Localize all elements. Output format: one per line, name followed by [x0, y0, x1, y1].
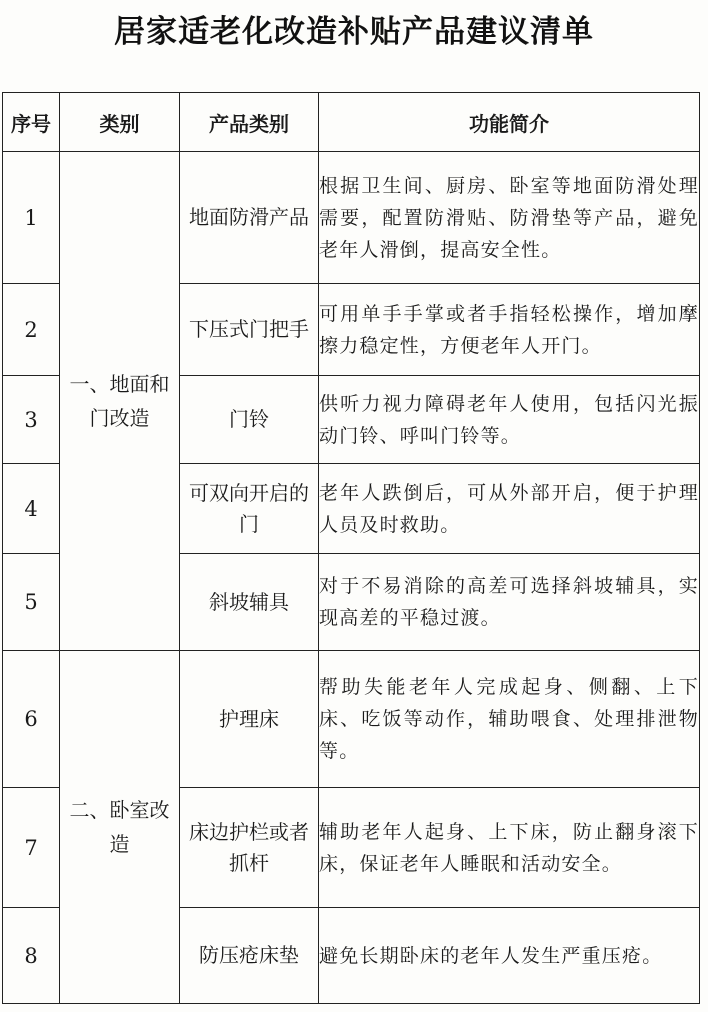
- category-floor-door: 一、地面和门改造: [60, 152, 180, 651]
- row-index: 4: [3, 464, 60, 554]
- row-index: 3: [3, 376, 60, 464]
- category-bedroom: 二、卧室改造: [60, 651, 180, 1004]
- row-description: 根据卫生间、厨房、卧室等地面防滑处理需要，配置防滑贴、防滑垫等产品，避免老年人滑倒，提高安全性。: [319, 152, 700, 284]
- header-description: 功能简介: [319, 93, 700, 152]
- row-description: 避免长期卧床的老年人发生严重压疮。: [319, 908, 700, 1004]
- row-product: 斜坡辅具: [180, 554, 319, 651]
- row-product: 地面防滑产品: [180, 152, 319, 284]
- row-description: 老年人跌倒后，可从外部开启，便于护理人员及时救助。: [319, 464, 700, 554]
- row-product: 床边护栏或者抓杆: [180, 788, 319, 908]
- row-product: 可双向开启的门: [180, 464, 319, 554]
- row-index: 8: [3, 908, 60, 1004]
- row-product: 门铃: [180, 376, 319, 464]
- header-category: 类别: [60, 93, 180, 152]
- row-product: 护理床: [180, 651, 319, 788]
- row-description: 供听力视力障碍老年人使用，包括闪光振动门铃、呼叫门铃等。: [319, 376, 700, 464]
- row-product: 防压疮床垫: [180, 908, 319, 1004]
- row-description: 辅助老年人起身、上下床，防止翻身滚下床，保证老年人睡眠和活动安全。: [319, 788, 700, 908]
- page-title: 居家适老化改造补贴产品建议清单: [114, 14, 594, 50]
- row-description: 对于不易消除的高差可选择斜坡辅具，实现高差的平稳过渡。: [319, 554, 700, 651]
- subsidy-product-table: [2, 92, 700, 1004]
- table-header-row: [3, 93, 700, 152]
- table-row: [3, 152, 700, 284]
- table-row: [3, 651, 700, 788]
- row-index: 7: [3, 788, 60, 908]
- row-index: 2: [3, 284, 60, 376]
- row-description: 可用单手手掌或者手指轻松操作，增加摩擦力稳定性，方便老年人开门。: [319, 284, 700, 376]
- row-description: 帮助失能老年人完成起身、侧翻、上下床、吃饭等动作，辅助喂食、处理排泄物等。: [319, 651, 700, 788]
- row-product: 下压式门把手: [180, 284, 319, 376]
- header-index: 序号: [3, 93, 60, 152]
- row-index: 5: [3, 554, 60, 651]
- header-product: 产品类别: [180, 93, 319, 152]
- row-index: 1: [3, 152, 60, 284]
- row-index: 6: [3, 651, 60, 788]
